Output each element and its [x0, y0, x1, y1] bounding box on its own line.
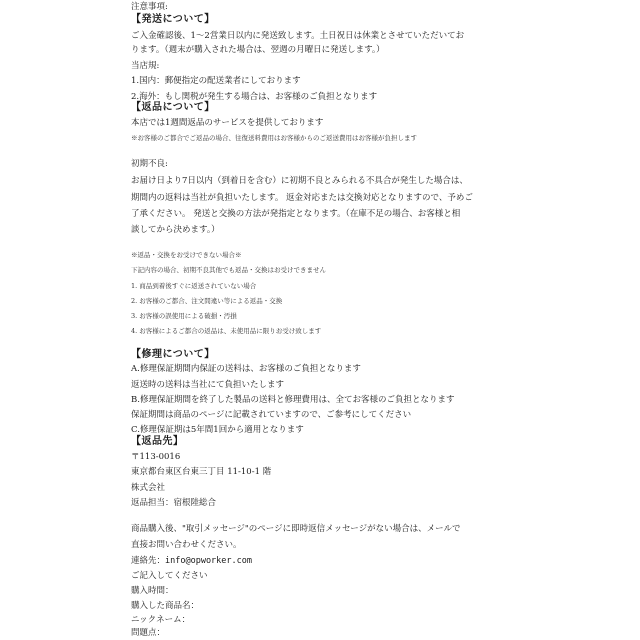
text-line: A.修理保証期間内保証の送料は、お客様のご負担となります	[131, 364, 361, 374]
company-name: 株式会社	[131, 483, 166, 493]
form-label-purchase-time: 購入時間：	[131, 586, 174, 596]
text-line: 期間内の返料は当社が負担いたします。 返金対応または交換対応となりますので、予めご	[131, 193, 473, 203]
text-line: B.修理保証期間を終了した製品の送料と修理費用は、全てお客様のご負担となります	[131, 395, 455, 405]
text-line: ※返品・交換をお受けできない場合※	[131, 251, 242, 259]
section-heading-repair: 【修理について】	[131, 349, 215, 360]
text-line: 1.国内：郵便指定の配送業者にしております	[131, 76, 301, 86]
text-line: 談してから決めます。）	[131, 225, 220, 235]
section-heading-shipping: 【発送について】	[131, 14, 215, 25]
form-label-problem: 問題点：	[131, 628, 166, 638]
text-line: ります。（週末が購入された場合は、翌週の月曜日に発送します。）	[131, 45, 385, 55]
text-line: C.修理保証期は5年間1回から適用となります	[131, 425, 304, 435]
text-line: 当店規:	[131, 61, 160, 71]
contact-person: 返品担当：宿根陸総合	[131, 498, 217, 508]
text-line: 4. お客様によるご都合の返品は、未使用品に限りお受け致します	[131, 327, 322, 335]
section-heading-address: 【返品先】	[131, 436, 184, 447]
text-line: お届け日より7日以内（到着日を含む）に初期不良とみられる不具合が発生した場合は、	[131, 176, 468, 186]
text-line: ※お客様のご都合でご返品の場合、往復送料費用はお客様からのご返送費用はお客様が負担します	[131, 134, 417, 142]
text-line: 下記内容の場合、初期不良其他でも返品・交換はお受けできません	[131, 266, 326, 274]
form-label-nickname: ニックネーム：	[131, 615, 191, 625]
text-line: 初期不良:	[131, 159, 168, 169]
text-line: ご記入してください	[131, 571, 208, 581]
address-line: 東京都台東区台東三丁目 11-10-1 階	[131, 467, 272, 477]
notes-title: 注意事項:	[131, 2, 168, 12]
text-line: 3. お客様の誤使用による破損・汚損	[131, 312, 237, 320]
text-line: 商品購入後、"取引メッセージ"のページに即時返信メッセージがない場合は、メールで	[131, 524, 461, 534]
text-line: 1. 商品到着後すぐに返送されていない場合	[131, 282, 257, 290]
text-line: ご入金確認後、1～2営業日以内に発送致します。土日祝日は休業とさせていただいてお	[131, 31, 465, 41]
text-line: 返送時の送料は当社にて負担いたします	[131, 380, 285, 390]
contact-email: 連絡先：info@opworker.com	[131, 556, 252, 566]
form-label-product-name: 購入した商品名：	[131, 601, 200, 611]
text-line: 本店では1週間返品のサービスを提供しております	[131, 118, 324, 128]
text-line: 2. お客様のご都合、注文間違い等による返品・交換	[131, 297, 283, 305]
text-line: 直接お問い合わせください。	[131, 540, 242, 550]
text-line: 2.海外：もし関税が発生する場合は、お客様のご負担となります	[131, 92, 378, 102]
section-heading-return: 【返品について】	[131, 102, 215, 113]
postal-code: 〒113-0016	[131, 452, 181, 462]
text-line: 了承ください。 発送と交換の方法が発指定となります。（在庫不足の場合、お客様と相	[131, 209, 461, 219]
text-line: 保証期間は商品のページに記載されていますので、ご参考にしてください	[131, 410, 412, 420]
